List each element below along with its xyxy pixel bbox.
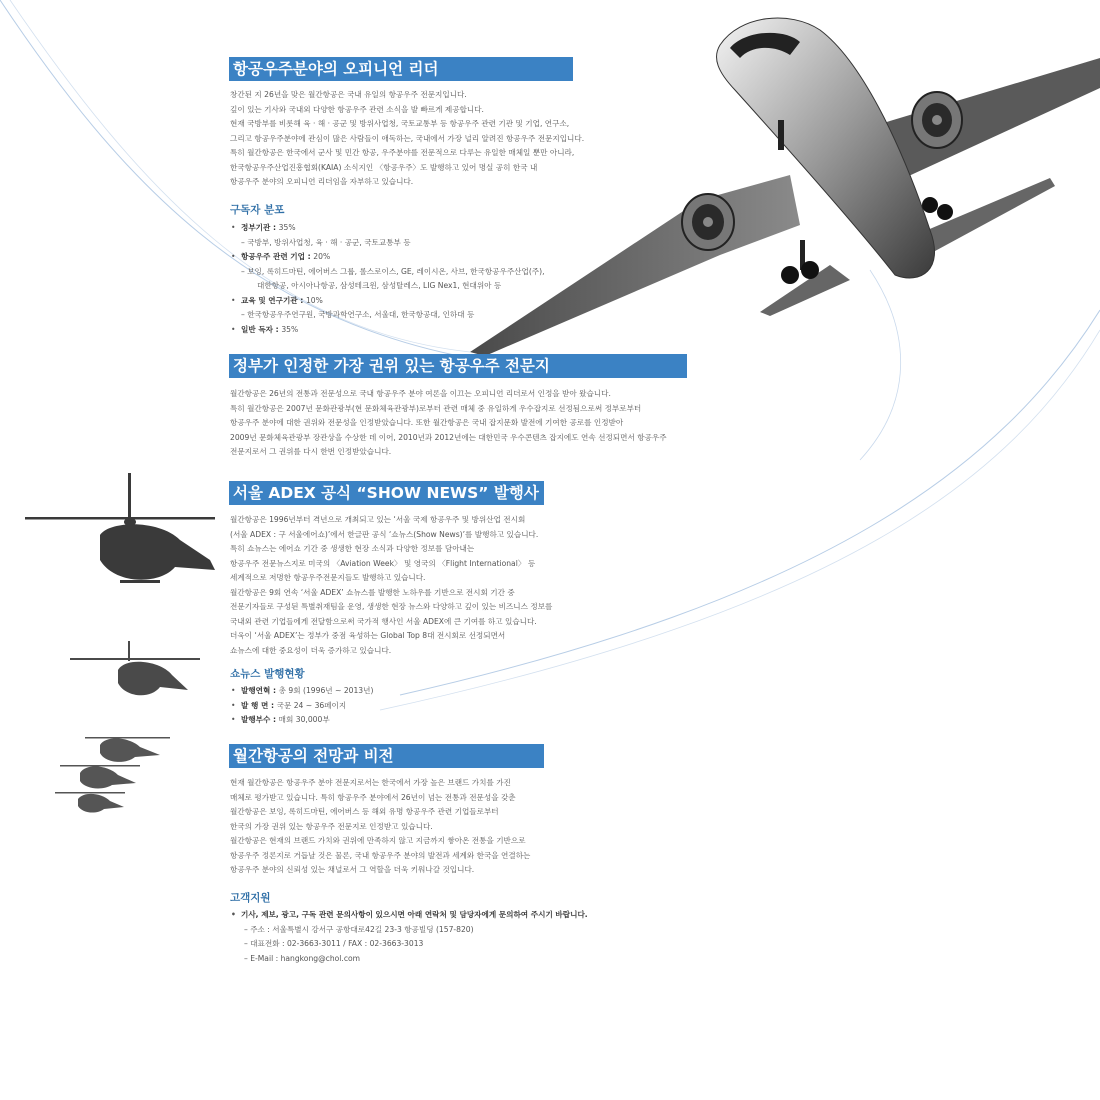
- list-item-value: 10%: [305, 295, 323, 305]
- phone-text: 대표전화 : 02-3663-3011 / FAX : 02-3663-3013: [250, 939, 424, 948]
- paragraph-line: 전문지로서 그 권위를 다시 한번 인정받았습니다.: [230, 447, 392, 456]
- list-item-value: 매회 30,000부: [278, 715, 330, 724]
- section-opinion-leader-body: [230, 88, 584, 190]
- paragraph-line: 항공우주 정론지로 거듭날 것은 물론, 국내 항공우주 분야의 발전과 세계와 한국을 연결하는: [230, 850, 531, 860]
- paragraph-line: 그리고 항공우주분야에 관심이 많은 사람들이 애독하는, 국내에서 가장 널리 알려진 항공우주 전문지입니다.: [230, 133, 585, 143]
- section-authority-title: 정부가 인정한 가장 권위 있는 항공우주 전문지: [229, 354, 687, 378]
- list-item: [230, 323, 545, 338]
- list-item-value: 35%: [278, 223, 296, 232]
- subscriber-distribution-title: 구독자 분포: [230, 204, 285, 216]
- list-item-value: 20%: [313, 252, 331, 261]
- paragraph-line: 월간항공은 1996년부터 격년으로 개최되고 있는 ‘서울 국제 항공우주 및 방위산업 전시회: [230, 515, 526, 524]
- section-vision-body: [230, 776, 530, 878]
- paragraph-line: 특히 월간항공은 한국에서 군사 및 민간 항공, 우주분야를 전문적으로 다루는 유일한 매체일 뿐만 아니라,: [230, 148, 575, 157]
- list-item-key: 일반 독자 :: [241, 324, 282, 334]
- show-news-status-title: 쇼뉴스 발행현황: [230, 668, 305, 680]
- subscriber-distribution-list: [230, 221, 545, 337]
- paragraph-line: 쇼뉴스에 대한 중요성이 더욱 증가하고 있습니다.: [230, 645, 392, 655]
- paragraph-line: 월간항공은 현재의 브랜드 가치와 권위에 만족하지 않고 지금까지 쌓아온 전통을 기반으로: [230, 836, 526, 845]
- paragraph-line: 항공우주 전문뉴스지로 미국의 〈Aviation Week〉 및 영국의 〈Flight International〉 등: [230, 558, 536, 568]
- list-item: [230, 684, 373, 699]
- paragraph-line: 전문기자들로 구성된 특별취재팀을 운영, 생생한 현장 뉴스와 다양하고 깊이 있는 비즈니스 정보를: [230, 602, 553, 611]
- paragraph-line: 국내외 관련 기업들에게 전달함으로써 국가적 행사인 서울 ADEX에 큰 기여를 하고 있습니다.: [230, 616, 537, 626]
- paragraph-line: 매체로 평가받고 있습니다. 특히 항공우주 분야에서 26년이 넘는 전통과 전문성을 갖춘: [230, 792, 516, 802]
- paragraph-line: 항공우주 분야에 대한 권위와 전문성을 인정받았습니다. 또한 월간항공은 국내 잡지문화 발전에 기여한 공로를 인정받아: [230, 418, 624, 427]
- paragraph-line: 더욱이 ‘서울 ADEX’는 정부가 중점 육성하는 Global Top 8대 전시회로 선정되면서: [230, 631, 506, 640]
- detail-text: 국방부, 방위사업청, 육 · 해 · 공군, 국토교통부 등: [247, 237, 411, 247]
- section-show-news-body: [230, 513, 552, 658]
- list-item: [230, 294, 545, 309]
- list-item-value: 국문 24 ~ 36페이지: [276, 700, 347, 710]
- list-item-value: 총 9회 (1996년 ~ 2013년): [278, 686, 374, 695]
- list-item-key: 정부기관 :: [241, 223, 279, 232]
- support-phone: – 대표전화 : 02-3663-3011 / FAX : 02-3663-3013: [244, 939, 424, 948]
- list-item-detail: – 한국항공우주연구원, 국방과학연구소, 서울대, 한국항공대, 인하대 등: [241, 310, 475, 319]
- show-news-status-list: [230, 684, 373, 728]
- section-show-news-title: 서울 ADEX 공식 “SHOW NEWS” 발행사: [229, 481, 544, 505]
- helicopter-illustration: [0, 465, 240, 835]
- list-item-detail: [230, 279, 545, 294]
- list-item-detail: – 보잉, 록히드마틴, 에어버스 그룹, 롤스로이스, GE, 레이시온, 사브, 한국항공우주산업(주),: [241, 266, 545, 276]
- list-item: [230, 713, 373, 728]
- paragraph-line: 창간된 지 26년을 맞은 월간항공은 국내 유일의 항공우주 전문지입니다.: [230, 90, 467, 99]
- section-authority-body: [230, 387, 667, 460]
- list-item-key: 항공우주 관련 기업 :: [241, 252, 314, 261]
- support-email: – E-Mail : hangkong@chol.com: [244, 953, 361, 963]
- paragraph-line: 월간항공은 26년의 전통과 전문성으로 국내 항공우주 분야 여론을 이끄는 오피니언 리더로서 인정을 받아 왔습니다.: [230, 389, 611, 398]
- paragraph-line: 세계적으로 저명한 항공우주전문지들도 발행하고 있습니다.: [230, 573, 426, 582]
- list-item: [230, 250, 545, 265]
- address-text: 주소 : 서울특별시 강서구 공항대로42길 23-3 항공빌딩 (157-820): [250, 924, 474, 934]
- paragraph-line: 현재 국방부를 비롯해 육 · 해 · 공군 및 방위사업청, 국토교통부 등 항공우주 관련 기관 및 기업, 연구소,: [230, 119, 570, 128]
- email-link[interactable]: E-Mail : hangkong@chol.com: [250, 953, 361, 963]
- support-address: – 주소 : 서울특별시 강서구 공항대로42길 23-3 항공빌딩 (157-820): [244, 924, 474, 934]
- list-item-key: 교육 및 연구기관 :: [241, 295, 306, 305]
- detail-text: 한국항공우주연구원, 국방과학연구소, 서울대, 한국항공대, 인하대 등: [247, 310, 475, 319]
- list-item-key: 발 행 면 :: [241, 700, 277, 710]
- list-item: [230, 221, 545, 236]
- paragraph-line: 월간항공은 보잉, 록히드마틴, 에어버스 등 해외 유명 항공우주 관련 기업들로부터: [230, 807, 499, 816]
- list-item-key: 발행연혁 :: [241, 686, 279, 695]
- paragraph-line: 특히 쇼뉴스는 에어쇼 기간 중 생생한 현장 소식과 다양한 정보를 담아내는: [230, 544, 475, 553]
- detail-text: 보잉, 록히드마틴, 에어버스 그룹, 롤스로이스, GE, 레이시온, 사브, 한국항공우주산업(주),: [247, 266, 545, 276]
- paragraph-line: 월간항공은 9회 연속 ‘서울 ADEX’ 쇼뉴스를 발행한 노하우를 기반으로 전시회 기간 중: [230, 587, 515, 597]
- support-notice: • 기사, 제보, 광고, 구독 관련 문의사항이 있으시면 아래 연락처 및 담당자에게 문의하여 주시기 바랍니다.: [230, 908, 588, 923]
- paragraph-line: 특히 월간항공은 2007년 문화관광부(현 문화체육관광부)로부터 관련 매체 중 유일하게 우수잡지로 선정됨으로써 정부로부터: [230, 403, 642, 413]
- list-item-key: 발행부수 :: [241, 715, 279, 724]
- section-vision-title: 월간항공의 전망과 비전: [229, 744, 544, 768]
- list-item-detail: – 국방부, 방위사업청, 육 · 해 · 공군, 국토교통부 등: [241, 237, 411, 247]
- paragraph-line: 항공우주 분야의 오피니언 리더임을 자부하고 있습니다.: [230, 177, 414, 186]
- list-item-value: 35%: [281, 324, 299, 334]
- paragraph-line: 한국의 가장 권위 있는 항공우주 전문지로 인정받고 있습니다.: [230, 821, 433, 831]
- paragraph-line: 한국항공우주산업진흥협회(KAIA) 소식지인 〈항공우주〉도 발행하고 있어 명실 공히 한국 내: [230, 162, 538, 172]
- section-opinion-leader-title: 항공우주분야의 오피니언 리더: [229, 57, 573, 81]
- paragraph-line: 2009년 문화체육관광부 장관상을 수상한 데 이어, 2010년과 2012년에는 대한민국 우수콘텐츠 잡지에도 연속 선정되면서 항공우주: [230, 432, 667, 442]
- customer-support-title: 고객지원: [230, 892, 271, 904]
- list-item: [230, 699, 373, 714]
- detail-text: 대한항공, 아시아나항공, 삼성테크윈, 삼성탈레스, LIG Nex1, 현대위아 등: [257, 281, 502, 290]
- paragraph-line: 항공우주 분야의 신뢰성 있는 채널로서 그 역할을 더욱 키워나갈 것입니다.: [230, 865, 475, 874]
- paragraph-line: 현재 월간항공은 항공우주 분야 전문지로서는 한국에서 가장 높은 브랜드 가치를 가진: [230, 778, 511, 787]
- paragraph-line: 깊이 있는 기사와 국내외 다양한 항공우주 관련 소식을 발 빠르게 제공합니다.: [230, 104, 484, 114]
- paragraph-line: (서울 ADEX : 구 서울에어쇼)’에서 한글판 공식 ‘쇼뉴스(Show News)’를 발행하고 있습니다.: [230, 529, 539, 539]
- customer-support-list: [230, 908, 588, 966]
